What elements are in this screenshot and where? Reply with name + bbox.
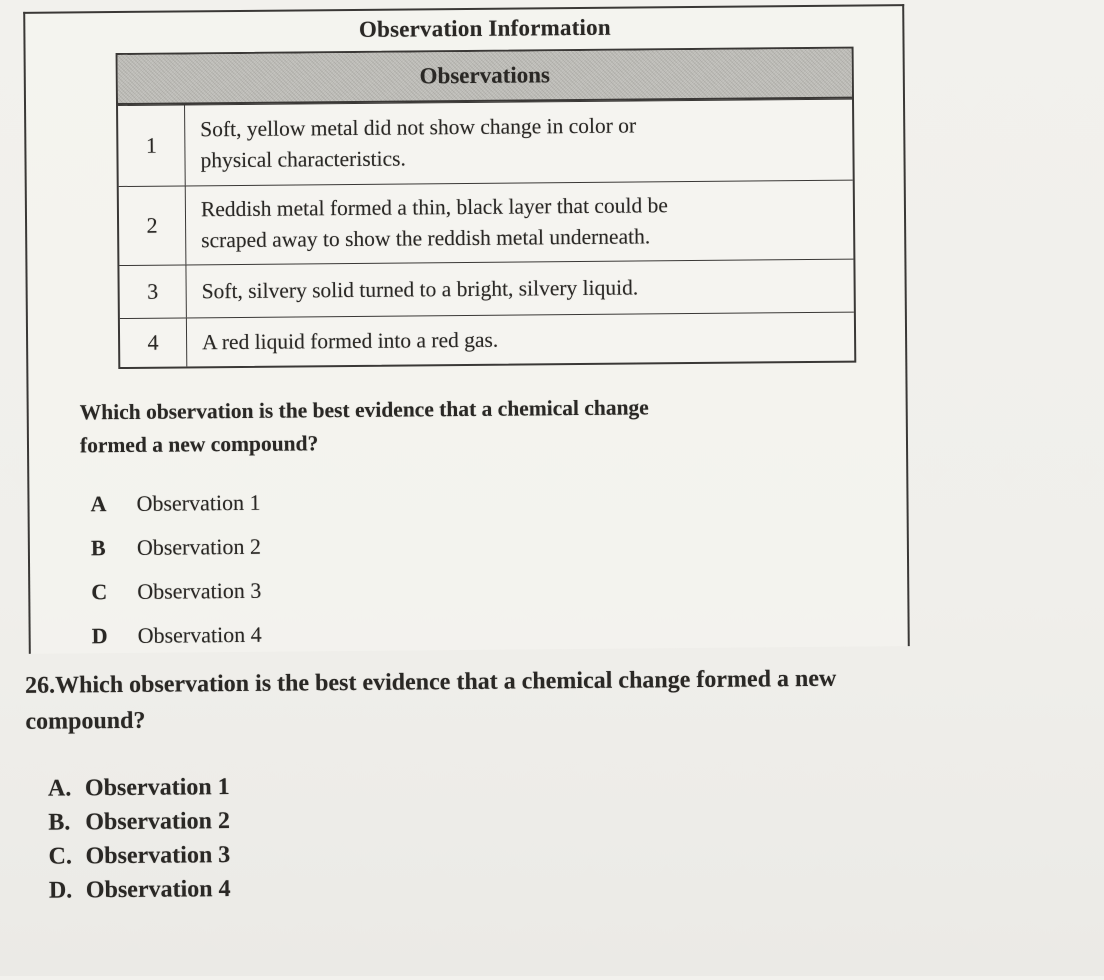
question-26-choices <box>48 771 549 911</box>
observation-row <box>119 180 854 265</box>
answer-letter: D. <box>48 877 73 904</box>
observation-row <box>118 99 853 186</box>
observation-row <box>119 259 853 318</box>
row-text: A red liquid formed into a red gas. <box>201 327 499 354</box>
answer-text: Observation 4 <box>85 876 231 904</box>
observations-table-header: Observations <box>118 49 852 105</box>
row-text: Soft, silvery solid turned to a bright, silvery liquid. <box>201 274 639 303</box>
question-26-prompt: 26.Which observation is the best evidence that a chemical change formed a new compound? <box>24 665 837 735</box>
row-number: 3 <box>119 265 186 318</box>
stimulus-card <box>23 4 910 654</box>
row-number: 1 <box>118 105 186 186</box>
row-text-cell <box>186 260 853 318</box>
row-text: Reddish metal formed a thin, black layer that could be scraped away to show the reddish metal underneath. <box>200 193 668 253</box>
choice-letter: A <box>90 491 107 517</box>
answer-text: Observation 3 <box>85 842 231 870</box>
row-text-cell <box>185 100 853 186</box>
answer-row <box>49 873 549 911</box>
choice-text: Observation 4 <box>137 621 262 648</box>
row-text-cell <box>187 313 854 367</box>
choice-letter: B <box>90 535 106 561</box>
answer-row <box>48 839 548 877</box>
choice-row <box>92 619 592 654</box>
choice-text: Observation 3 <box>137 577 262 604</box>
observation-row <box>120 312 854 367</box>
choice-row <box>91 531 591 566</box>
choice-text: Observation 2 <box>136 533 262 560</box>
choice-letter: D <box>91 623 108 649</box>
answer-letter: C. <box>48 843 73 870</box>
answer-letter: A. <box>47 775 72 802</box>
answer-text: Observation 1 <box>84 774 230 802</box>
answer-letter: B. <box>48 809 71 836</box>
answer-row <box>48 805 548 843</box>
stimulus-choices <box>90 487 592 667</box>
stimulus-title: Observation Information <box>358 14 611 42</box>
choice-row <box>91 575 591 610</box>
stimulus-question: Which observation is the best evidence that a chemical change formed a new compound? <box>79 395 649 458</box>
choice-text: Observation 1 <box>136 489 261 516</box>
row-text: Soft, yellow metal did not show change in color or physical characteristics. <box>200 113 637 173</box>
row-text-cell <box>186 181 854 265</box>
row-number: 2 <box>119 186 187 265</box>
answer-row <box>48 771 548 809</box>
observations-table <box>116 47 857 369</box>
choice-row <box>90 487 590 522</box>
choice-letter: C <box>91 579 108 605</box>
row-number: 4 <box>120 318 187 367</box>
answer-text: Observation 2 <box>85 808 231 836</box>
